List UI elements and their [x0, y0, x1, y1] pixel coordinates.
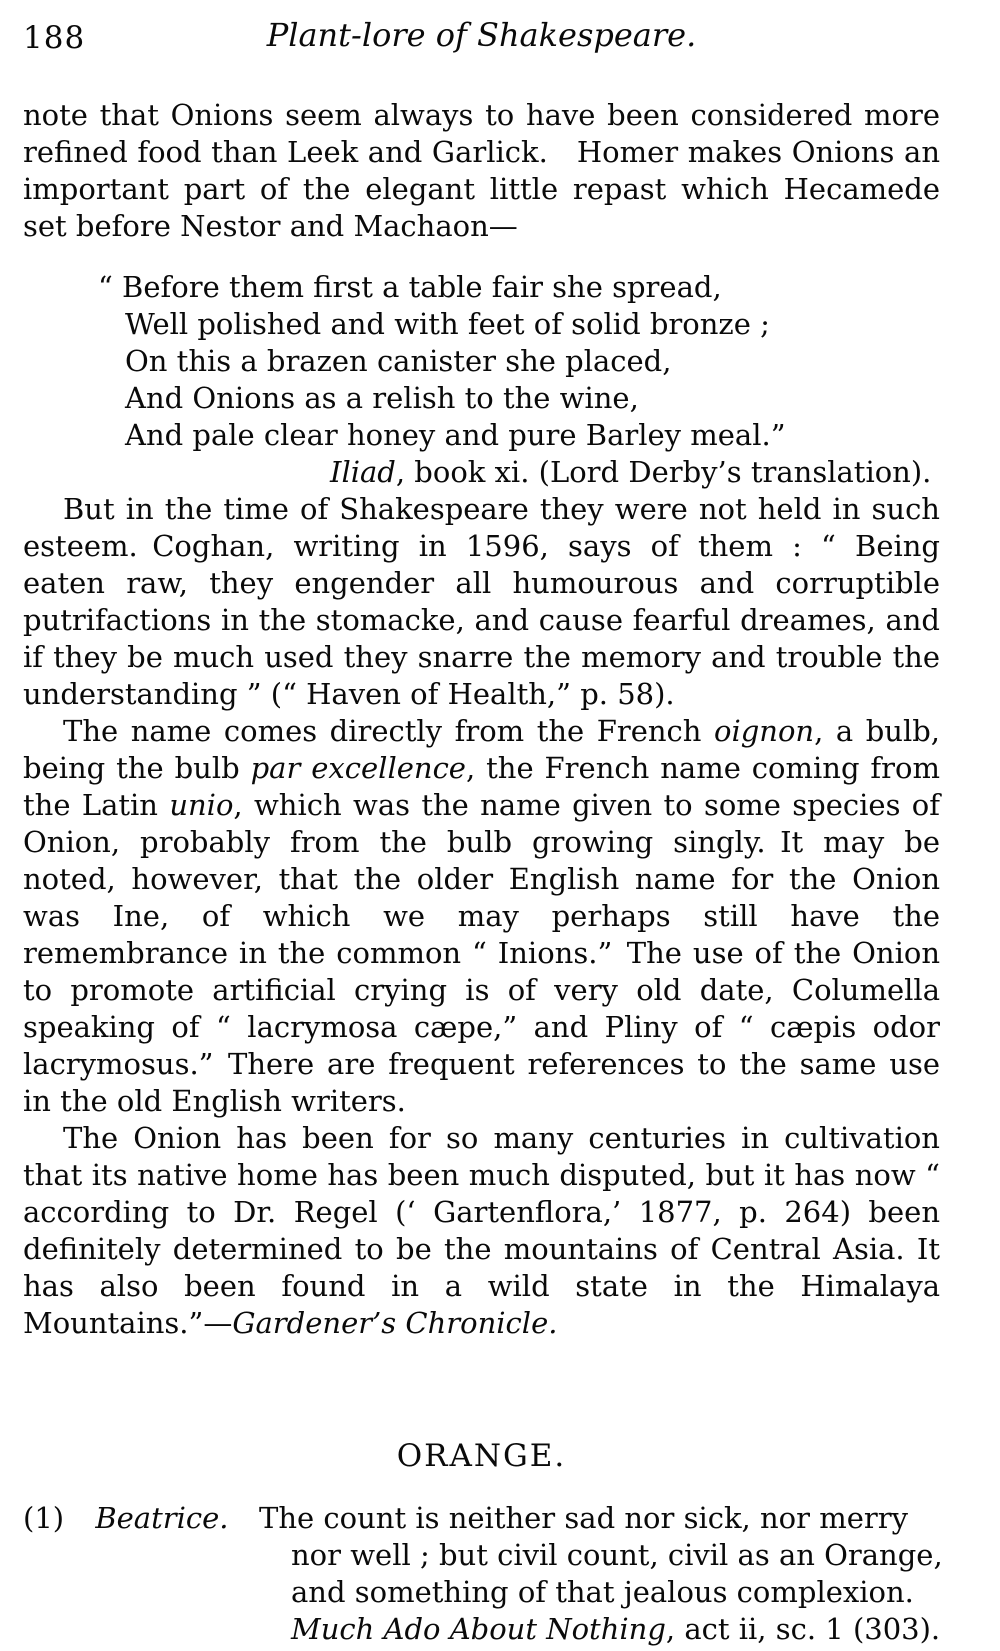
paragraph-onions-intro: note that Onions seem always to have been considered more refined food than Leek and Garlick. Homer makes Onions an important part of the elegant little repast which Hecamede set before Nestor and Machaon—	[23, 98, 940, 243]
poem-line: On this a brazen canister she placed,	[125, 344, 672, 378]
page-header	[0, 0, 1000, 60]
quote-line: and something of that jealous complexion.	[291, 1575, 914, 1609]
quote-line: The count is neither sad nor sick, nor merry	[259, 1501, 908, 1535]
paragraph-shakespeare-esteem: But in the time of Shakespeare they were not held in such esteem. Coghan, writing in 1596, says of them : “ Being eaten raw, they engender all humourous and corruptible putrifactions in the stomacke, and cause fearful dreames, and if they be much used they snarre the memory and trouble the understanding ” (“ Haven of Health,” p. 58).	[23, 492, 940, 711]
quote-line: nor well ; but civil count, civil as an Orange,	[291, 1538, 943, 1572]
poem-line: And Onions as a relish to the wine,	[125, 381, 639, 415]
paragraph-name-origin: The name comes directly from the French oignon, a bulb, being the bulb par excellence, the French name coming from the Latin unio, which was the name given to some species of Onion, probably from the bulb growing singly. It may be noted, however, that the older English name for the Onion was Ine, of which we may perhaps still have the remembrance in the common “ Inions.” The use of the Onion to promote artificial crying is of very old date, Columella speaking of “ lacrymosa cæpe,” and Pliny of “ cæpis odor lacrymosus.” There are frequent references to the same use in the old English writers.	[23, 714, 940, 1118]
quote-speaker: Beatrice.	[95, 1501, 229, 1535]
poem-attribution: Iliad, book xi. (Lord Derby’s translation).	[330, 455, 932, 489]
paragraph-cultivation: The Onion has been for so many centuries in cultivation that its native home has been much disputed, but it has now “ according to Dr. Regel (‘ Gartenflora,’ 1877, p. 264) been definitely determined to be the mountains of Central Asia. It has also been found in a wild state in the Himalaya Mountains.”—Gardener’s Chronicle.	[23, 1121, 940, 1340]
poem-line: And pale clear honey and pure Barley meal.”	[125, 418, 786, 452]
quote-label	[23, 1500, 259, 1648]
running-title: Plant-lore of Shakespeare.	[266, 16, 697, 54]
quote-text	[259, 1500, 943, 1648]
section-heading-orange: ORANGE.	[396, 1438, 567, 1474]
poem-iliad	[98, 269, 940, 491]
quote-entry-beatrice	[23, 1500, 943, 1648]
page-number: 188	[23, 20, 86, 56]
text-column	[23, 97, 943, 1648]
quote-number: (1)	[23, 1501, 65, 1535]
quote-citation: Much Ado About Nothing, act ii, sc. 1 (303).	[291, 1612, 941, 1646]
poem-line: “ Before them first a table fair she spread,	[98, 270, 722, 304]
poem-line: Well polished and with feet of solid bronze ;	[125, 307, 770, 341]
